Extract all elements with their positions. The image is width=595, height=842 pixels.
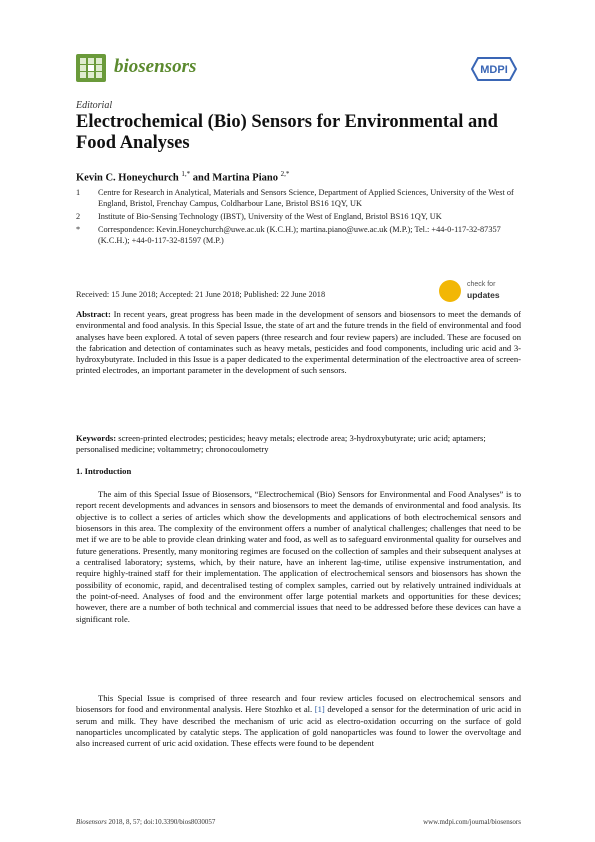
- keywords-text: screen-printed electrodes; pesticides; heavy metals; electrode area; 3-hydroxybutyrate; uric acid; aptamers; personalised medicine; voltammetry; chronocoulometry: [76, 433, 486, 455]
- author-list: [76, 170, 289, 184]
- body-paragraph: The aim of this Special Issue of Biosensors, “Electrochemical (Bio) Sensors for Environmental and Food Analyses” is to report recent developments and advances in sensors and biosensors to meet the demands of environmental and food analysis. Its objective is to collect a series of articles which show the developments and applications of both electrochemical sensors and biosensors in this area. The complexity of the environment offers a number of analytical challenges; challenges that need to be met if we are to be able to provide clean drinking water and food, as well as to safeguard environmental quality for ourselves and future generations. Presently, many monitoring regimes are focused on the collection of samples and their subsequent analyses at a centralised laboratory; systems, which, by their nature, have an inherent lag-time, utilise expensive instrumentation, and require highly-trained staff for their implementation. The application of electrochemical sensors and biosensors has shown the possibility of economic, rapid, and decentralised testing of complex samples, carried out by relatively untrained individuals at the point-of-need. Analyses of food and the environment offer large potential markets and opportunities for these devices; however, there are a number of both technical and commercial issues that need to be addressed before these devices can have a significant role.: [76, 489, 521, 624]
- section-heading: 1. Introduction: [76, 466, 132, 476]
- abstract-text: In recent years, great progress has been made in the development of sensors and biosensors to meet the demands of environmental and food analysis. In this Special Issue, the state of art and the future trends in the field of environmental and food analyses have been explored. A total of seven papers (three research and four review papers) are included. These are focused on the fabrication and detection of contaminates such as heavy metals, pesticides and food components, including uric acid and 3-hydroxybutyrate. Included in this Issue is a paper dedicated to the experimental determination of the electroactive area of screen-printed electrodes, an important parameter in the development of such sensors.: [76, 309, 521, 376]
- author-affiliation-marker: 1,*: [181, 170, 191, 178]
- affiliation-number: 2: [76, 212, 81, 221]
- check-updates-label: updates: [467, 290, 500, 300]
- mdpi-logo-text: MDPI: [480, 64, 508, 76]
- abstract: [76, 309, 521, 377]
- check-updates-label: check for: [467, 281, 496, 288]
- footer-citation: [76, 818, 215, 826]
- publication-dates: Received: 15 June 2018; Accepted: 21 June 2018; Published: 22 June 2018: [76, 290, 326, 299]
- footer-doi[interactable]: 2018, 8, 57; doi:10.3390/bios8030057: [108, 818, 216, 826]
- affiliation-text: Centre for Research in Analytical, Materials and Sensors Science, Department of Applied Sciences, University of the West of England, Bristol, Frenchay Campus, Coldharbour Lane, Bristol BS16 1QY, UK: [98, 188, 514, 208]
- check-updates-icon: [439, 280, 461, 302]
- author-name[interactable]: Kevin C. Honeychurch: [76, 172, 179, 184]
- article-title: Electrochemical (Bio) Sensors for Environmental and Food Analyses: [76, 112, 498, 153]
- citation-link[interactable]: [1]: [314, 704, 325, 715]
- affiliation-item: [76, 187, 521, 209]
- footer-journal: Biosensors: [76, 818, 107, 826]
- check-for-updates-button[interactable]: [439, 278, 523, 308]
- paragraph-text: developed a sensor for the determination of uric acid in serum and milk. They have described the mechanism of uric acid as electro-oxidation occurring on the surface of gold nanoparticles uncomplicated by catalytic steps. The application of gold nanoparticles was found to lower the overvoltage and also increased current of uric acid oxidation. These effects were found to be dependent: [76, 704, 521, 749]
- journal-name: biosensors: [114, 56, 197, 77]
- abstract-label: Abstract:: [76, 309, 111, 319]
- body-paragraph: [76, 693, 521, 750]
- article-type: Editorial: [76, 100, 113, 111]
- keywords: [76, 433, 521, 456]
- affiliation-text: Institute of Bio-Sensing Technology (IBST), University of the West of England, Bristol BS16 1QY, UK: [98, 212, 442, 221]
- mdpi-logo-icon: [470, 56, 518, 82]
- keywords-label: Keywords:: [76, 433, 117, 443]
- affiliation-item: [76, 211, 521, 222]
- author-name[interactable]: Martina Piano: [212, 172, 278, 184]
- paragraph-text: This Special Issue is comprised of three research and four review articles focused on electrochemical sensors and biosensors for food and environmental analysis. Here Stozhko et al.: [76, 693, 521, 715]
- footer-url[interactable]: www.mdpi.com/journal/biosensors: [423, 818, 521, 826]
- author-affiliation-marker: 2,*: [280, 170, 290, 178]
- correspondence: [76, 224, 521, 246]
- author-join: and: [192, 172, 210, 184]
- journal-logo-icon: [76, 54, 106, 82]
- affiliation-number: *: [76, 225, 81, 234]
- correspondence-text[interactable]: Correspondence: Kevin.Honeychurch@uwe.ac.uk (K.C.H.); martina.piano@uwe.ac.uk (M.P.); Tel.: +44-0-117-32-87357 (K.C.H.); +44-0-117-32-81597 (M.P.): [98, 225, 501, 245]
- affiliation-number: 1: [76, 188, 81, 197]
